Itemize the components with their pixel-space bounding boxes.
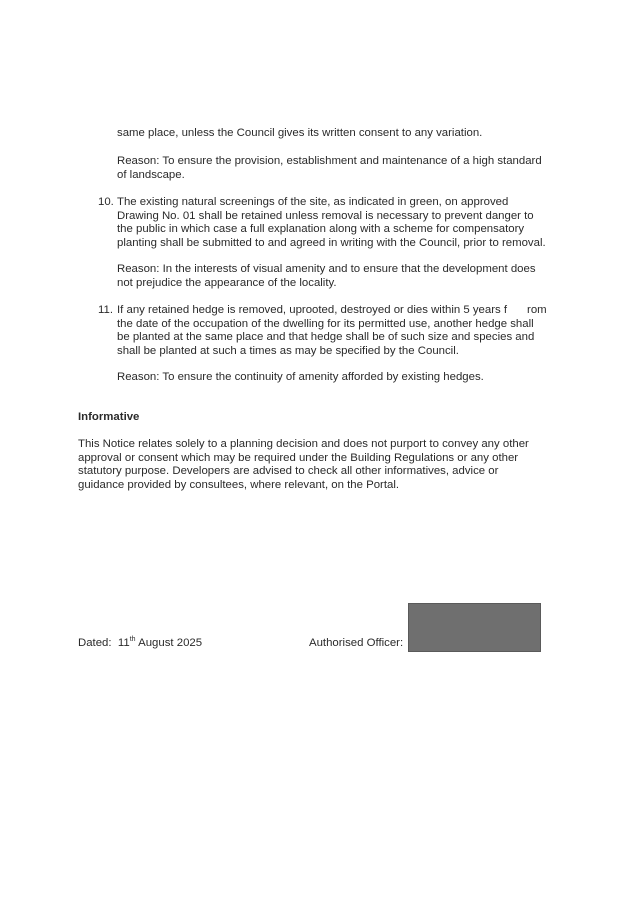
redacted-signature-box — [408, 603, 541, 652]
authorised-officer-label: Authorised Officer: — [309, 637, 404, 649]
condition-number: 10. — [98, 196, 114, 208]
dated-line: Dated: 11th August 2025 — [78, 636, 203, 649]
condition-10-text: The existing natural screenings of the site, as indicated in green, on approved Drawing No. 01 shall be retained unless removal is necessary to prevent danger to the public in which case a full explanation along with a scheme for compensatory planting shall be submitted to and agreed in writing with the Council, prior to removal. — [117, 196, 546, 249]
reason-9: Reason: To ensure the provision, establishment and maintenance of a high standard of landscape. — [117, 155, 542, 181]
condition-11-text: If any retained hedge is removed, uprooted, destroyed or dies within 5 years f rom the date of the occupation of the dwelling for its permitted use, another hedge shall be planted at the same place and that hedge shall be of such size and species and shall be planted at such a times as may be specified by the Council. — [117, 304, 547, 357]
reason-10: Reason: In the interests of visual amenity and to ensure that the development does not prejudice the appearance of the locality. — [117, 263, 536, 289]
reason-11: Reason: To ensure the continuity of amenity afforded by existing hedges. — [117, 371, 484, 383]
informative-text: This Notice relates solely to a planning decision and does not purport to convey any other approval or consent which may be required under the Building Regulations or any other statutory purpose. Developers are advised to check all other informatives, advice or guidance provided by consultees, where relevant, on the Portal. — [78, 438, 529, 491]
informative-heading: Informative — [78, 411, 140, 423]
condition-9-continuation: same place, unless the Council gives its written consent to any variation. — [117, 127, 483, 139]
condition-number: 11. — [98, 304, 113, 316]
